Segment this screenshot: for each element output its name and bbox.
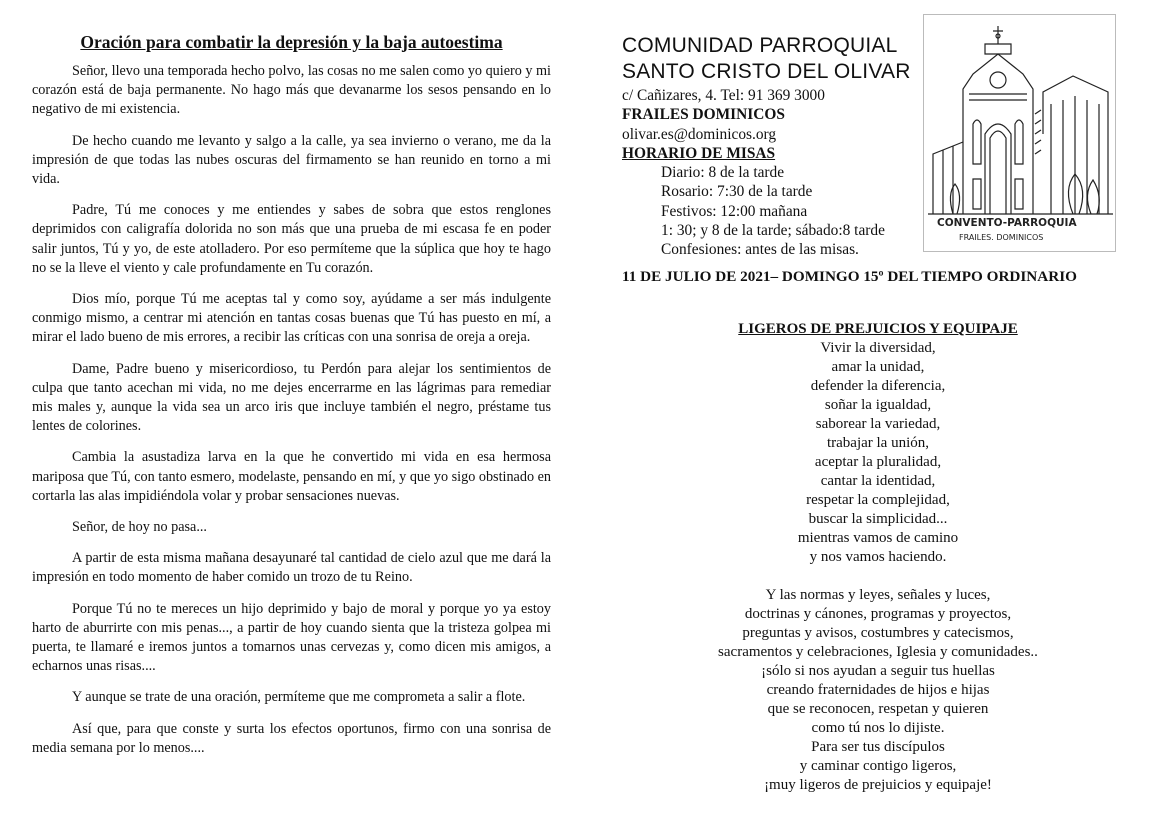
prayer-title: Oración para combatir la depresión y la baja autoestima	[80, 32, 503, 52]
poem-line: amar la unidad,	[831, 359, 925, 375]
schedule-title: HORARIO DE MISAS	[622, 144, 776, 162]
schedule-item: Confesiones: antes de las misas.	[661, 241, 859, 259]
schedule-item: Rosario: 7:30 de la tarde	[661, 183, 813, 201]
poem-title: LIGEROS DE PREJUICIOS Y EQUIPAJE	[738, 321, 1018, 337]
poem-line: y nos vamos haciendo.	[809, 549, 947, 565]
prayer-paragraph: De hecho cuando me levanto y salgo a la calle, ya sea invierno o verano, me da la impresión de que todas las nubes oscuras del firmamento se han reunido en torno a mi vida.	[32, 132, 551, 188]
poem-line: aceptar la pluralidad,	[814, 454, 942, 470]
prayer-paragraph: Y aunque se trate de una oración, permíteme que me comprometa a salir a flote.	[72, 689, 526, 706]
parish-order: FRAILES DOMINICOS	[622, 106, 785, 124]
prayer-paragraph: Cambia la asustadiza larva en la que he convertido mi vida en esa hermosa mariposa que Tú, con tanto esmero, modelaste, pensando en mí, y que yo sigo obstinado en cortarla las alas impidiéndola volar y probar sensaciones nuevas.	[32, 449, 551, 504]
church-drawing-image	[923, 14, 1116, 252]
poem-line: sacramentos y celebraciones, Iglesia y comunidades..	[718, 644, 1038, 660]
poem-line: que se reconocen, respetan y quieren	[767, 701, 989, 717]
poem-line: soñar la igualdad,	[824, 397, 932, 413]
parish-name-line1: COMUNIDAD PARROQUIAL	[622, 34, 898, 57]
poem-line: saborear la variedad,	[815, 416, 941, 432]
poem-line: Y las normas y leyes, señales y luces,	[765, 587, 991, 603]
poem	[622, 320, 1134, 814]
prayer-paragraph: Dame, Padre bueno y misericordioso, tu Perdón para alejar los sentimientos de culpa que tanto acechan mi vida, no me dejes encerrarme en las lágrimas para remediar mis males y, aunque la vida sea un arco iris que incluye también el negro, préstame tus lentes de colorines.	[32, 360, 551, 435]
parish-address: c/ Cañizares, 4. Tel: 91 369 3000	[622, 87, 825, 104]
poem-line: y caminar contigo ligeros,	[799, 758, 957, 774]
prayer-column	[32, 30, 551, 770]
poem-line: cantar la identidad,	[820, 473, 936, 489]
schedule-item: Festivos: 12:00 mañana	[661, 202, 808, 220]
poem-stanza-2	[622, 586, 1134, 795]
prayer-paragraph: Señor, llevo una temporada hecho polvo, las cosas no me salen como yo quiero y mi corazón está de baja permanente. No hago más que devanarme los sesos pensando en lo negativo de mi existencia.	[32, 63, 551, 118]
parish-email: olivar.es@dominicos.org	[622, 125, 777, 143]
prayer-paragraph: Así que, para que conste y surta los efectos oportunos, firmo con una sonrisa de media semana por lo menos....	[32, 720, 551, 756]
prayer-paragraph: Señor, de hoy no pasa...	[72, 519, 207, 536]
poem-line: trabajar la unión,	[826, 435, 930, 451]
poem-line: ¡sólo si nos ayudan a seguir tus huellas	[761, 663, 995, 679]
parish-name	[622, 33, 922, 85]
poem-line: doctrinas y cánones, programas y proyectos,	[744, 606, 1012, 622]
poem-line: Vivir la diversidad,	[820, 340, 936, 356]
prayer-paragraph: Porque Tú no te mereces un hijo deprimido y bajo de moral y porque yo ya estoy harto de aburrirte con mis penas..., a partir de hoy cuando sienta que la tristeza golpea mi puerta, te llamaré e iremos juntos a tomarnos unas cervezas y, como dicen mis amigos, a echarnos unas risas....	[32, 600, 551, 675]
parish-name-line2: SANTO CRISTO DEL OLIVAR	[622, 60, 911, 83]
poem-line: Para ser tus discípulos	[811, 739, 945, 755]
poem-line: respetar la complejidad,	[806, 492, 950, 508]
church-caption-1: CONVENTO-PARROQUIA	[937, 217, 1077, 229]
poem-line: creando fraternidades de hijos e hijas	[766, 682, 990, 698]
schedule-item: 1: 30; y 8 de la tarde; sábado:8 tarde	[661, 222, 885, 240]
schedule-item: Diario: 8 de la tarde	[661, 164, 785, 182]
poem-line: como tú nos lo dijiste.	[811, 720, 945, 736]
parish-info	[622, 86, 922, 260]
prayer-paragraph: Padre, Tú me conoces y me entiendes y sabes de sobra que estos renglones deprimidos con caligrafía dolorida no son más que una prueba de mi escasa fe en poder salir juntos, Tú y yo, de este atolladero. Por eso permíteme que la súplica que hoy te hago no se la lleve el viento y cale profundamente en Tu corazón.	[32, 202, 551, 276]
church-caption-2: FRAILES. DOMINICOS	[959, 233, 1044, 242]
prayer-paragraph: Dios mío, porque Tú me aceptas tal y como soy, ayúdame a ser más indulgente conmigo mismo, a centrar mi atención en tantas cosas buenas que Tú has puesto en mí, a mirar el lado bueno de mis errores, a recibir las críticas con una sonrisa de oreja a oreja.	[32, 291, 551, 346]
poem-line: defender la diferencia,	[810, 378, 946, 394]
prayer-paragraph: A partir de esta misma mañana desayunaré tal cantidad de cielo azul que me dará la impresión en todo momento de haber comido un trozo de tu Reino.	[32, 550, 551, 586]
poem-line: mientras vamos de camino	[797, 530, 959, 546]
poem-line: ¡muy ligeros de prejuicios y equipaje!	[764, 777, 992, 793]
poem-stanza-1	[622, 339, 1134, 567]
poem-line: preguntas y avisos, costumbres y catecismos,	[742, 625, 1014, 641]
poem-line: buscar la simplicidad...	[808, 511, 948, 527]
dateline: 11 DE JULIO DE 2021– DOMINGO 15º DEL TIEMPO ORDINARIO	[622, 268, 1077, 285]
